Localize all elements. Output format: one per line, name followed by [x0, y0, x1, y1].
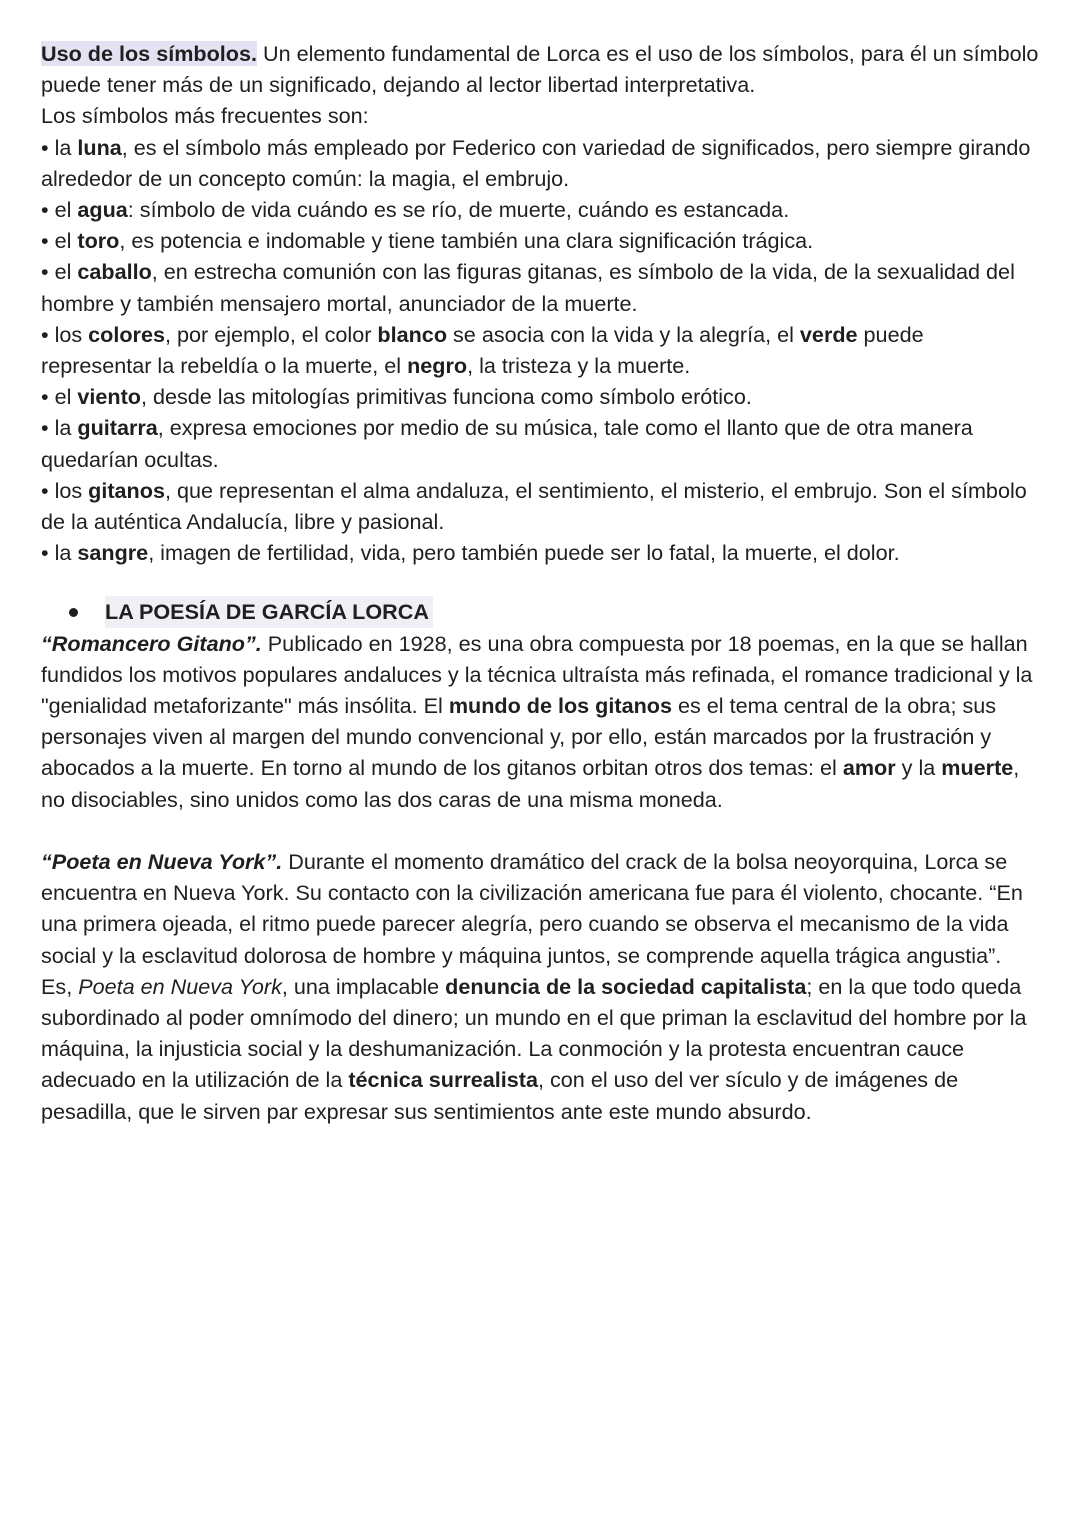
- simbolos-list: [41, 132, 1040, 569]
- list-item: • el agua: símbolo de vida cuándo es se río, de muerte, cuándo es estancada.: [41, 197, 790, 223]
- list-item: • los colores, por ejemplo, el color blanco se asocia con la vida y la alegría, el verde puede representar la rebeldía o la muerte, el negro, la tristeza y la muerte.: [41, 321, 924, 379]
- section-heading: [69, 596, 1040, 627]
- bullet-dot-icon: [69, 608, 78, 617]
- simbolos-intro: Uso de los símbolos. Un elemento fundamental de Lorca es el uso de los símbolos, para él un símbolo puede tener más de un significado, dejando al lector libertad interpretativa.: [41, 41, 1039, 98]
- list-item: • la luna, es el símbolo más empleado por Federico con variedad de significados, pero siempre girando alrededor de un concepto común: la magia, el embrujo.: [41, 134, 1031, 191]
- simbolos-lead: Los símbolos más frecuentes son:: [41, 103, 369, 129]
- poeta-paragraph-1: “Poeta en Nueva York”. Durante el momento dramático del crack de la bolsa neoyorquina, Lorca se encuentra en Nueva York. Su contacto con la civilización americana fue para él violento, chocante. “En una primera ojeada, el ritmo puede parecer alegría, pero cuando se observa el mecanismo de la vida social y la esclavitud dolorosa de hombre y máquina juntos, se comprende aquella trágica angustia”.: [41, 849, 1023, 968]
- section-heading-text: LA POESÍA DE GARCÍA LORCA: [105, 596, 433, 627]
- poeta-title: “Poeta en Nueva York”.: [41, 849, 283, 875]
- poeta-paragraph-2: Es, Poeta en Nueva York, una implacable denuncia de la sociedad capitalista; en la que todo queda subordinado al poder omnímodo del dinero; un mundo en el que priman la esclavitud del hombre por la máquina, la injusticia social y la deshumanización. La conmoción y la protesta encuentran cauce adecuado en la utilización de la técnica surrealista, con el uso del ver sículo y de imágenes de pesadilla, que le sirven par expresar sus sentimientos ante este mundo absurdo.: [41, 973, 1027, 1124]
- simbolos-title: Uso de los símbolos.: [41, 41, 257, 66]
- list-item: • la sangre, imagen de fertilidad, vida, pero también puede ser lo fatal, la muerte, el dolor.: [41, 540, 900, 566]
- romancero-paragraph: “Romancero Gitano”. Publicado en 1928, es una obra compuesta por 18 poemas, en la que se hallan fundidos los motivos populares andaluces y la técnica ultraísta más refinada, el romance tradicional y la "genialidad metaforizante" más insólita. El mundo de los gitanos es el tema central de la obra; sus personajes viven al margen del mundo convencional y, por ello, están marcados por la frustración y abocados a la muerte. En torno al mundo de los gitanos orbitan otros dos temas: el amor y la muerte, no disociables, sino unidos como las dos caras de una misma moneda.: [41, 630, 1033, 812]
- romancero-title: “Romancero Gitano”.: [41, 630, 262, 656]
- paragraph-gap: [41, 815, 1040, 846]
- list-item: • los gitanos, que representan el alma andaluza, el sentimiento, el misterio, el embrujo. Son el símbolo de la auténtica Andalucía, libre y pasional.: [41, 477, 1027, 535]
- list-item: • el caballo, en estrecha comunión con las figuras gitanas, es símbolo de la vida, de la sexualidad del hombre y también mensajero mortal, anunciador de la muerte.: [41, 259, 1015, 316]
- list-item: • el viento, desde las mitologías primitivas funciona como símbolo erótico.: [41, 384, 752, 410]
- list-item: • la guitarra, expresa emociones por medio de su música, tale como el llanto que de otra manera quedarían ocultas.: [41, 415, 973, 472]
- list-item: • el toro, es potencia e indomable y tiene también una clara significación trágica.: [41, 228, 814, 254]
